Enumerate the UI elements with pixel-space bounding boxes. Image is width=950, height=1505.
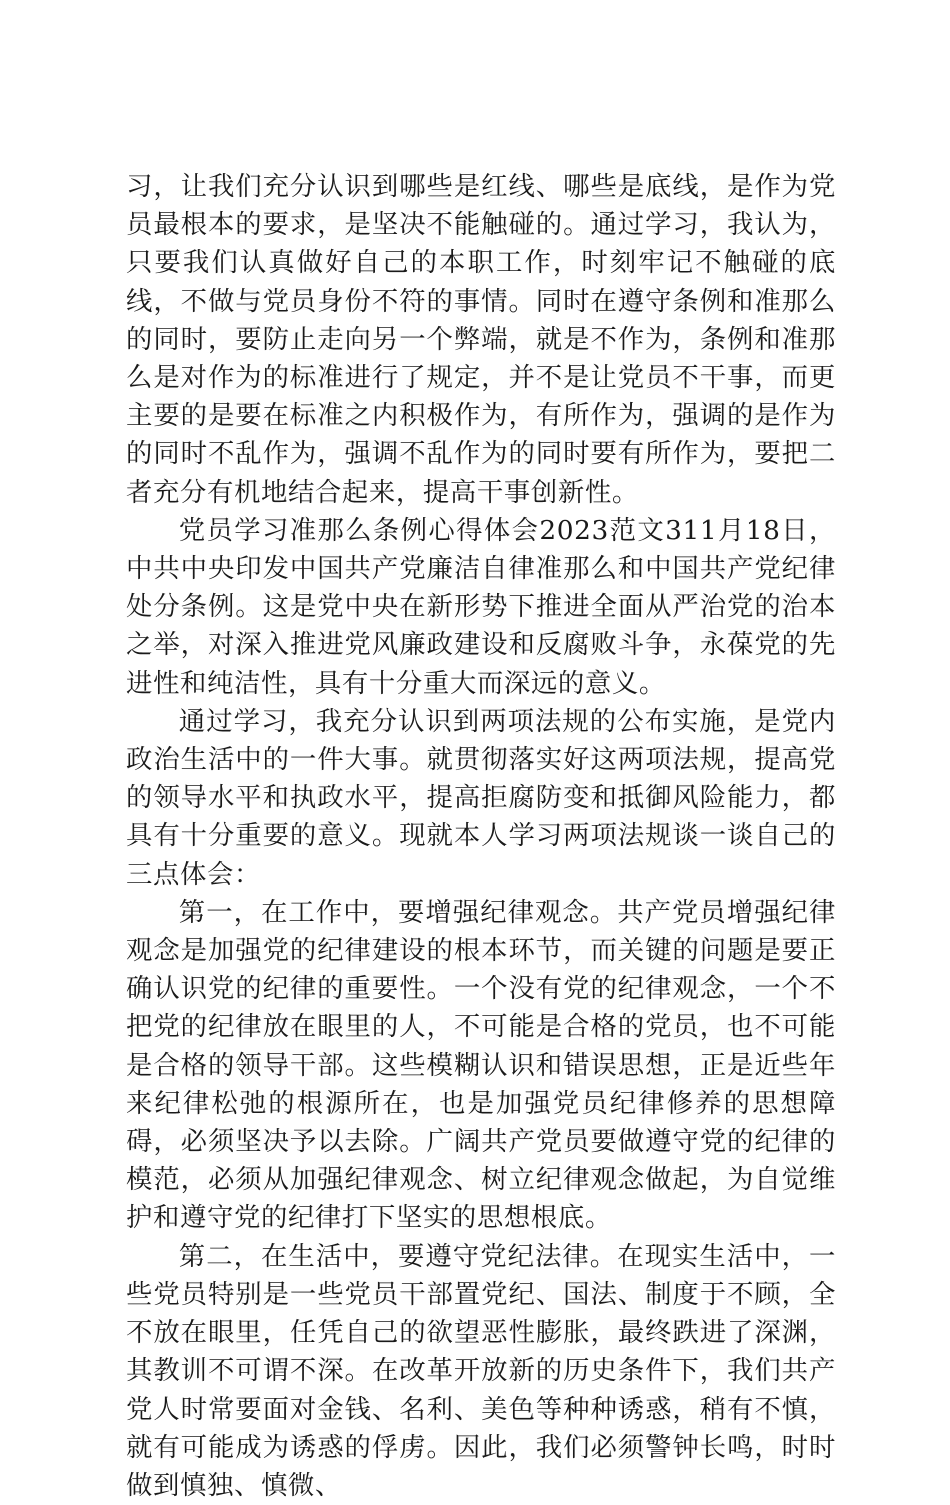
paragraph-1: 习，让我们充分认识到哪些是红线、哪些是底线，是作为党员最根本的要求，是坚决不能触碰的。通过学习，我认为，只要我们认真做好自己的本职工作，时刻牢记不触碰的底线，不做与党员身份不符的事情。同时在遵守条例和准那么的同时，要防止走向另一个弊端，就是不作为，条例和准那么是对作为的标准进行了规定，并不是让党员不干事，而更主要的是要在标准之内积极作为，有所作为，强调的是作为的同时不乱作为，强调不乱作为的同时要有所作为，要把二者充分有机地结合起来，提高干事创新性。: [126, 171, 836, 508]
paragraph-5: 第二，在生活中，要遵守党纪法律。在现实生活中，一些党员特别是一些党员干部置党纪、国法、制度于不顾，全不放在眼里，任凭自己的欲望恶性膨胀，最终跌进了深渊，其教训不可谓不深。在改革开放新的历史条件下，我们共产党人时常要面对金钱、名利、美色等种种诱惑，稍有不慎，就有可能成为诱惑的俘虏。因此，我们必须警钟长鸣，时时做到慎独、慎微、: [126, 1240, 836, 1501]
document-body: [126, 168, 836, 1505]
paragraph-2: 党员学习准那么条例心得体会2023范文311月18日，中共中央印发中国共产党廉洁自律准那么和中国共产党纪律处分条例。这是党中央在新形势下推进全面从严治党的治本之举，对深入推进党风廉政建设和反腐败斗争，永葆党的先进性和纯洁性，具有十分重大而深远的意义。: [126, 514, 836, 699]
paragraph-4: 第一，在工作中，要增强纪律观念。共产党员增强纪律观念是加强党的纪律建设的根本环节，而关键的问题是要正确认识党的纪律的重要性。一个没有党的纪律观念，一个不把党的纪律放在眼里的人，不可能是合格的党员，也不可能是合格的领导干部。这些模糊认识和错误思想，正是近些年来纪律松弛的根源所在，也是加强党员纪律修养的思想障碍，必须坚决予以去除。广阔共产党员要做遵守党的纪律的模范，必须从加强纪律观念、树立纪律观念做起，为自觉维护和遵守党的纪律打下坚实的思想根底。: [126, 896, 836, 1234]
paragraph-3: 通过学习，我充分认识到两项法规的公布实施，是党内政治生活中的一件大事。就贯彻落实好这两项法规，提高党的领导水平和执政水平，提高拒腐防变和抵御风险能力，都具有十分重要的意义。现就本人学习两项法规谈一谈自己的三点体会：: [126, 705, 836, 890]
